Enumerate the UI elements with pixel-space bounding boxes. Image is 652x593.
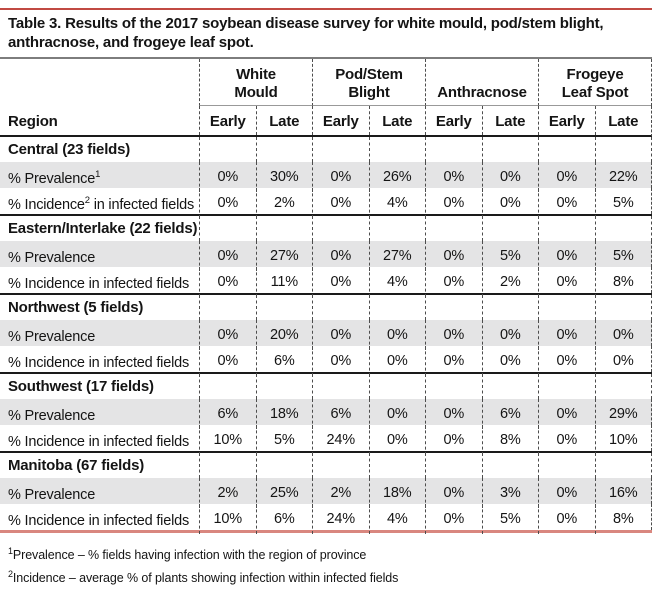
empty-cell bbox=[369, 216, 426, 241]
value-cell: 6% bbox=[312, 399, 369, 429]
empty-cell bbox=[199, 374, 256, 399]
row-label-text: in infected fields bbox=[84, 354, 190, 371]
row-label bbox=[0, 504, 199, 534]
empty-cell bbox=[482, 453, 539, 478]
region-row bbox=[0, 295, 652, 320]
row-label-text: % Incidence bbox=[8, 433, 85, 450]
empty-cell bbox=[482, 374, 539, 399]
value-cell: 0% bbox=[425, 478, 482, 508]
subcolumn-header: Early bbox=[199, 106, 256, 135]
subcolumn-header: Late bbox=[369, 106, 426, 135]
value-cell: 0% bbox=[538, 320, 595, 350]
value-cell: 0% bbox=[312, 241, 369, 271]
group-label-line: Leaf Spot bbox=[561, 84, 629, 101]
row-label-text: in infected fields bbox=[84, 433, 190, 450]
empty-cell bbox=[312, 216, 369, 241]
value-cell: 16% bbox=[595, 478, 652, 508]
survey-table bbox=[0, 57, 652, 530]
value-cell: 30% bbox=[256, 162, 313, 192]
value-cell: 0% bbox=[425, 399, 482, 429]
empty-cell bbox=[538, 216, 595, 241]
value-cell: 0% bbox=[538, 478, 595, 508]
value-cell: 27% bbox=[369, 241, 426, 271]
column-group-white-mould bbox=[199, 59, 312, 106]
empty-cell bbox=[538, 453, 595, 478]
value-cell: 0% bbox=[425, 346, 482, 376]
row-label bbox=[0, 346, 199, 376]
row-label-text: % Prevalence bbox=[8, 249, 96, 266]
empty-cell bbox=[256, 295, 313, 320]
row-label-text: % Prevalence bbox=[8, 486, 96, 503]
footnote-text: Prevalence – % fields having infection with the region of province bbox=[12, 548, 367, 563]
value-cell: 2% bbox=[199, 478, 256, 508]
footnote-marker: 2 bbox=[8, 569, 13, 580]
value-cell: 5% bbox=[595, 241, 652, 271]
empty-cell bbox=[595, 295, 652, 320]
value-cell: 0% bbox=[538, 267, 595, 297]
value-cell: 8% bbox=[595, 504, 652, 534]
empty-cell bbox=[369, 137, 426, 162]
row-label-text: in infected fields bbox=[84, 275, 190, 292]
footnote-marker: 1 bbox=[95, 169, 101, 180]
value-cell: 3% bbox=[482, 478, 539, 508]
region-label: Central (23 fields) bbox=[8, 141, 131, 158]
row-label bbox=[0, 188, 199, 218]
value-cell: 18% bbox=[256, 399, 313, 429]
value-cell: 0% bbox=[538, 162, 595, 192]
empty-cell bbox=[595, 453, 652, 478]
value-cell: 5% bbox=[482, 504, 539, 534]
value-cell: 6% bbox=[482, 399, 539, 429]
value-cell: 0% bbox=[369, 425, 426, 455]
subcolumn-header: Early bbox=[538, 106, 595, 135]
empty-cell bbox=[425, 453, 482, 478]
value-cell: 27% bbox=[256, 241, 313, 271]
value-cell: 0% bbox=[312, 267, 369, 297]
empty-cell bbox=[369, 374, 426, 399]
row-label bbox=[0, 267, 199, 297]
value-cell: 0% bbox=[369, 346, 426, 376]
value-cell: 0% bbox=[312, 162, 369, 192]
value-cell: 22% bbox=[595, 162, 652, 192]
value-cell: 20% bbox=[256, 320, 313, 350]
value-cell: 2% bbox=[312, 478, 369, 508]
section-eastern-interlake bbox=[0, 216, 652, 295]
column-group-pod-stem-blight bbox=[312, 59, 425, 106]
empty-cell bbox=[199, 216, 256, 241]
region-row bbox=[0, 453, 652, 478]
value-cell: 0% bbox=[482, 346, 539, 376]
value-cell: 0% bbox=[425, 267, 482, 297]
empty-cell bbox=[199, 453, 256, 478]
value-cell: 0% bbox=[312, 188, 369, 218]
row-label-text: % Incidence bbox=[8, 354, 85, 371]
incidence-row bbox=[0, 346, 652, 372]
value-cell: 0% bbox=[199, 188, 256, 218]
value-cell: 8% bbox=[482, 425, 539, 455]
value-cell: 0% bbox=[199, 346, 256, 376]
value-cell: 29% bbox=[595, 399, 652, 429]
group-header-row bbox=[0, 59, 652, 106]
value-cell: 0% bbox=[538, 346, 595, 376]
empty-cell bbox=[425, 137, 482, 162]
footnote-prevalence bbox=[8, 542, 652, 565]
value-cell: 0% bbox=[199, 267, 256, 297]
value-cell: 0% bbox=[369, 399, 426, 429]
value-cell: 0% bbox=[425, 504, 482, 534]
empty-cell bbox=[482, 137, 539, 162]
empty-cell bbox=[369, 295, 426, 320]
empty-cell bbox=[538, 137, 595, 162]
row-label-text: in infected fields bbox=[84, 512, 190, 529]
group-label-line: Mould bbox=[234, 84, 278, 101]
value-cell: 0% bbox=[199, 241, 256, 271]
row-label-text: % Prevalence bbox=[8, 328, 96, 345]
empty-cell bbox=[312, 453, 369, 478]
value-cell: 0% bbox=[538, 188, 595, 218]
empty-cell bbox=[312, 295, 369, 320]
empty-cell bbox=[256, 374, 313, 399]
value-cell: 5% bbox=[256, 425, 313, 455]
prevalence-row bbox=[0, 399, 652, 425]
value-cell: 24% bbox=[312, 504, 369, 534]
value-cell: 24% bbox=[312, 425, 369, 455]
row-label bbox=[0, 425, 199, 455]
prevalence-row bbox=[0, 241, 652, 267]
row-label-text: % Incidence bbox=[8, 512, 85, 529]
empty-cell bbox=[312, 137, 369, 162]
value-cell: 10% bbox=[595, 425, 652, 455]
row-label-text: % Prevalence bbox=[8, 170, 96, 187]
value-cell: 0% bbox=[312, 320, 369, 350]
value-cell: 26% bbox=[369, 162, 426, 192]
subcolumn-header: Late bbox=[482, 106, 539, 135]
value-cell: 2% bbox=[256, 188, 313, 218]
region-row bbox=[0, 216, 652, 241]
table-title: Table 3. Results of the 2017 soybean disease survey for white mould, pod/stem blight, anthracnose, and frogeye leaf spot. bbox=[8, 15, 604, 51]
value-cell: 25% bbox=[256, 478, 313, 508]
column-group-frogeye-leaf-spot bbox=[538, 59, 651, 106]
incidence-row bbox=[0, 425, 652, 451]
empty-cell bbox=[425, 216, 482, 241]
value-cell: 0% bbox=[482, 162, 539, 192]
value-cell: 0% bbox=[482, 188, 539, 218]
section-southwest bbox=[0, 374, 652, 453]
group-label-line: Pod/Stem bbox=[335, 66, 403, 83]
value-cell: 0% bbox=[199, 320, 256, 350]
empty-cell bbox=[595, 137, 652, 162]
value-cell: 0% bbox=[199, 162, 256, 192]
prevalence-row bbox=[0, 162, 652, 188]
group-label-line: Anthracnose bbox=[437, 84, 527, 101]
row-label-text: % Prevalence bbox=[8, 407, 96, 424]
empty-cell bbox=[369, 453, 426, 478]
subcolumn-header: Late bbox=[256, 106, 313, 135]
section-manitoba bbox=[0, 453, 652, 530]
region-label: Northwest (5 fields) bbox=[8, 299, 144, 316]
group-label-line: Frogeye bbox=[566, 66, 624, 83]
value-cell: 0% bbox=[425, 425, 482, 455]
region-label: Eastern/Interlake (22 fields) bbox=[8, 220, 198, 237]
value-cell: 0% bbox=[425, 241, 482, 271]
empty-cell bbox=[199, 137, 256, 162]
value-cell: 0% bbox=[538, 425, 595, 455]
value-cell: 4% bbox=[369, 504, 426, 534]
column-group-anthracnose bbox=[425, 59, 538, 106]
subcolumn-header: Early bbox=[312, 106, 369, 135]
value-cell: 8% bbox=[595, 267, 652, 297]
value-cell: 10% bbox=[199, 425, 256, 455]
corner-cell bbox=[0, 59, 199, 106]
empty-cell bbox=[482, 216, 539, 241]
value-cell: 4% bbox=[369, 267, 426, 297]
empty-cell bbox=[538, 295, 595, 320]
group-label-line: White bbox=[236, 66, 276, 83]
footnotes bbox=[0, 533, 652, 588]
subcolumn-header: Early bbox=[425, 106, 482, 135]
empty-cell bbox=[595, 374, 652, 399]
incidence-row bbox=[0, 188, 652, 214]
value-cell: 0% bbox=[369, 320, 426, 350]
footnote-text: Incidence – average % of plants showing infection within infected fields bbox=[12, 571, 399, 586]
empty-cell bbox=[256, 453, 313, 478]
empty-cell bbox=[538, 374, 595, 399]
footnote-marker: 1 bbox=[8, 546, 13, 556]
incidence-row bbox=[0, 504, 652, 530]
value-cell: 0% bbox=[595, 320, 652, 350]
subcolumn-header: Late bbox=[595, 106, 652, 135]
incidence-row bbox=[0, 267, 652, 293]
document-page bbox=[0, 8, 652, 593]
value-cell: 5% bbox=[482, 241, 539, 271]
region-row bbox=[0, 137, 652, 162]
empty-cell bbox=[199, 295, 256, 320]
region-label: Manitoba (67 fields) bbox=[8, 457, 145, 474]
empty-cell bbox=[425, 374, 482, 399]
region-row bbox=[0, 374, 652, 399]
prevalence-row bbox=[0, 478, 652, 504]
empty-cell bbox=[482, 295, 539, 320]
row-label-text: % Incidence bbox=[8, 275, 85, 292]
value-cell: 18% bbox=[369, 478, 426, 508]
value-cell: 0% bbox=[425, 320, 482, 350]
value-cell: 0% bbox=[538, 504, 595, 534]
empty-cell bbox=[312, 374, 369, 399]
prevalence-row bbox=[0, 320, 652, 346]
section-northwest bbox=[0, 295, 652, 374]
value-cell: 6% bbox=[256, 504, 313, 534]
value-cell: 0% bbox=[425, 162, 482, 192]
row-label-text: in infected fields bbox=[89, 196, 195, 213]
value-cell: 0% bbox=[425, 188, 482, 218]
group-label-line: Blight bbox=[348, 84, 390, 101]
region-label: Southwest (17 fields) bbox=[8, 378, 154, 395]
value-cell: 0% bbox=[482, 320, 539, 350]
value-cell: 10% bbox=[199, 504, 256, 534]
empty-cell bbox=[256, 216, 313, 241]
region-column-header: Region bbox=[8, 113, 58, 130]
row-label-text: % Incidence bbox=[8, 196, 85, 213]
section-central bbox=[0, 137, 652, 216]
empty-cell bbox=[425, 295, 482, 320]
value-cell: 6% bbox=[199, 399, 256, 429]
empty-cell bbox=[595, 216, 652, 241]
value-cell: 11% bbox=[256, 267, 313, 297]
value-cell: 0% bbox=[538, 399, 595, 429]
subheader-row bbox=[0, 106, 652, 137]
value-cell: 6% bbox=[256, 346, 313, 376]
footnote-marker: 2 bbox=[84, 195, 90, 206]
value-cell: 5% bbox=[595, 188, 652, 218]
empty-cell bbox=[256, 137, 313, 162]
value-cell: 0% bbox=[312, 346, 369, 376]
value-cell: 0% bbox=[538, 241, 595, 271]
value-cell: 0% bbox=[595, 346, 652, 376]
value-cell: 4% bbox=[369, 188, 426, 218]
value-cell: 2% bbox=[482, 267, 539, 297]
